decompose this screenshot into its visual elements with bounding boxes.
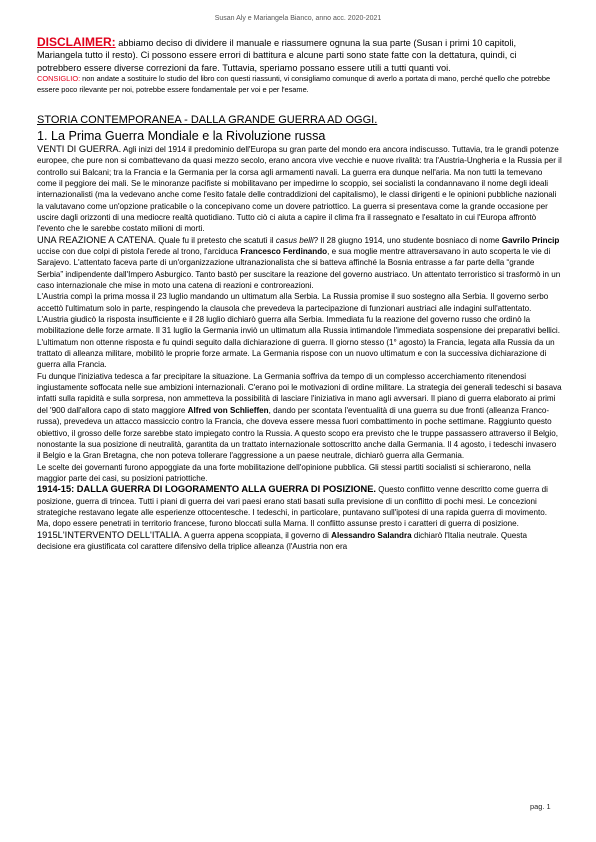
section-text: Quale fu il pretesto che scatutì il (156, 235, 276, 245)
consiglio-paragraph (37, 74, 562, 95)
section-text: uccise con due colpi di pistola l'erede al trono, l'arciduca (37, 247, 241, 256)
section-text: ? Il 28 giugno 1914, uno studente bosniaco di nome (313, 235, 502, 245)
section-heading: 1914-15: DALLA GUERRA DI LOGORAMENTO ALLA GUERRA DI POSIZIONE. (37, 484, 377, 495)
section-guerra-di-posizione (37, 484, 562, 529)
casus-belli-term: casus belli (275, 235, 314, 245)
consiglio-label: CONSIGLIO: (37, 74, 81, 84)
page-number: pag. 1 (530, 802, 551, 811)
chapter-title: 1. La Prima Guerra Mondiale e la Rivoluzione russa (37, 129, 326, 144)
paragraph-ultimatum: L'Austria compì la prima mossa il 23 luglio mandando un ultimatum alla Serbia. La Russia promise il suo sostegno alla Serbia. Il governo serbo accettò l'ultimatum solo in parte, respingendo la clausola che prevedeva la partecipazione di funzionari austriaci alle indagini sull'attentato. L'Austria giudicò la risposta insufficiente e il 28 luglio dichiarò guerra alla Serbia. Immediata fu la reazione del governo russo che ordinò la mobilitazione delle forze armate. Il 31 luglio la Germania inviò un ultimatum alla Russia intimandole l'immediata sospensione dei preparativi bellici. L'ultimatum non ottenne risposta e fu quindi seguito dalla dichiarazione di guerra. Il giorno stesso (1° agosto) la Francia, legata alla Russia da un trattato di alleanza militare, mobilitò le proprie forze armate. La Germania rispose con un nuovo ultimatum e con la successiva dichiarazione di guerra alla Francia. (37, 292, 560, 370)
section-heading: UNA REAZIONE A CATENA. (37, 234, 157, 245)
section-intervento-italia (37, 530, 562, 553)
section-text: dichiarò l'Italia neutrale. Questa decisione era giustificata col carattere difensivo della triplice alleanza (l'Austria non era (37, 530, 527, 551)
name-alessandro-salandra: Alessandro Salandra (331, 530, 412, 540)
section-reazione-a-catena (37, 235, 562, 292)
section-text: , dando per scontata l'eventualità di una guerra su due fronti (alleanza Franco-russa), prevedeva un attacco massiccio contro la Francia, che doveva essere messa fuori combattimento in poche settimane. Raggiunto questo obiettivo, il grosso delle forze sarebbe stato impiegato contro la Russia. A questo scopo era previsto che le truppe passassero attraverso il Belgio, nonostante la sua posizione di neutralità, garantita da un trattato internazionale sottoscritto anche dalla Germania. Il 4 agosto, i tedeschi invasero il Belgio e la Gran Bretagna, che non poteva tollerare l'aggressione a un paese neutrale, dichiarò guerra alla Germania. (37, 405, 558, 461)
name-francesco-ferdinando: Francesco Ferdinando (240, 247, 328, 256)
section-text: Fu dunque l'iniziativa tedesca a far precipitare la situazione. La Germania soffriva da tempo di un complesso accerchiamento ritenendosi ingiustamente soffocata nelle sue ambizioni internazionali. C'erano poi le motivazioni di ordine militare. La strategia dei generali tedeschi si basava infatti sulla rapidità e sulla sorpresa, non ammetteva la possibilità di lasciare l'iniziativa in mano agli avversari. Il piano di guerra elaborato ai primi del '900 dall'allora capo di stato maggiore (37, 371, 562, 415)
paragraph-iniziativa-tedesca (37, 371, 562, 462)
section-text: Questo conflitto venne descritto come guerra di posizione, guerra di trincea. Tutti i piani di guerra dei vari paesi erano stati basati sulla previsione di un conflitto di pochi mesi. Le concezioni strategiche restavano legate alle esperienze ottocentesche. I tedeschi, in particolare, puntavano sull'ipotesi di una rapida guerra di movimento. Ma, dopo essere penetrati in territorio francese, furono bloccati sulla Marna. Il conflitto assunse presto i caratteri di guerra di posizione. (37, 485, 548, 529)
page-header: Susan Aly e Mariangela Bianco, anno acc. 2020-2021 (214, 15, 382, 22)
section-text: A guerra appena scoppiata, il governo di (182, 530, 332, 540)
disclaimer-label: DISCLAIMER: (37, 35, 116, 49)
section-heading: 1915L'INTERVENTO DELL'ITALIA. (37, 529, 183, 540)
document-title: STORIA CONTEMPORANEA - DALLA GRANDE GUERRA AD OGGI. (37, 114, 378, 127)
page-content (37, 36, 562, 552)
name-gavrilo-princip: Gavrilo Princip (501, 235, 560, 245)
section-text: Agli inizi del 1914 il predominio dell'Europa su gran parte del mondo era ancora indiscusso. Tuttavia, tra le grandi potenze europee, che pure non si combattevano da quasi mezzo secolo, erano ancora vive vecchie e nuove rivalità: tra l'Austria-Ungheria e la Russia per il controllo sui Balcani; tra la Francia e la Germania per la corsa agli armamenti navali. La guerra era dunque nell'aria. Ma non tutti la temevano come il peggiore dei mali. Se le minoranze pacifiste si mobilitavano per impedirne lo scoppio, sei socialisti la condannavano il nome degli ideali internazionalisti (ma la vedevano anche come l'esito fatale delle contraddizioni del capitalismo), le classi dirigenti e le opinioni pubbliche nazionali la valutavano come un'opzione praticabile o la concepivano come un dovere patriottico. La guerra si presentava come la grande occasione per uscire dagli orizzonti di una mediocre realtà quotidiano. Tutto ciò ci aiuta a capire il clima fra il rassegnato e l'esaltato in cui l'Europa affrontò l'evento che le sarebbe costato milioni di morti. (37, 144, 562, 234)
disclaimer-paragraph (37, 36, 562, 74)
section-text: , e sua moglie mentre attraversavano in auto scoperta le vie di Sarajevo. L'attentato faceva parte di un'organizzazione ultranazionalista che si batteva affinché la Bosnia entrasse a far parte della “grande Serbia” indipendente dall'Impero Asburgico. Tanto bastò per suscitare la reazione del governo austriaco. Un attentato terroristico si trasformò in un caso internazionale che mise in moto una catena di reazioni e controreazioni. (37, 247, 561, 291)
consiglio-text: non andate a sostituire lo studio del libro con questi riassunti, vi consigliamo comunque di averlo a portata di mano, perché quello che potrebbe essere poco rilevante per noi, potrebbe essere fondamentale per voi e per l'esame. (37, 74, 551, 94)
section-venti-di-guerra (37, 144, 562, 235)
disclaimer-text: abbiamo deciso di dividere il manuale e riassumere ognuna la sua parte (Susan i primi 10 capitoli, Mariangela tutto il resto). Ci possono essere errori di battitura e alcune parti sono state fatte con la dettatura, quindi, ci potrebbero essere diverse correzioni da fare. Tuttavia, speriamo possano essere utili a tutti quanti voi. (37, 38, 517, 73)
paragraph-opinione-pubblica: Le scelte dei governanti furono appoggiate da una forte mobilitazione dell'opinione pubblica. Gli stessi partiti socialisti si schierarono, nella maggior parte dei casi, su posizioni patriottiche. (37, 462, 531, 483)
section-heading: VENTI DI GUERRA. (37, 143, 122, 154)
name-alfred-von-schlieffen: Alfred von Schlieffen (187, 405, 269, 415)
